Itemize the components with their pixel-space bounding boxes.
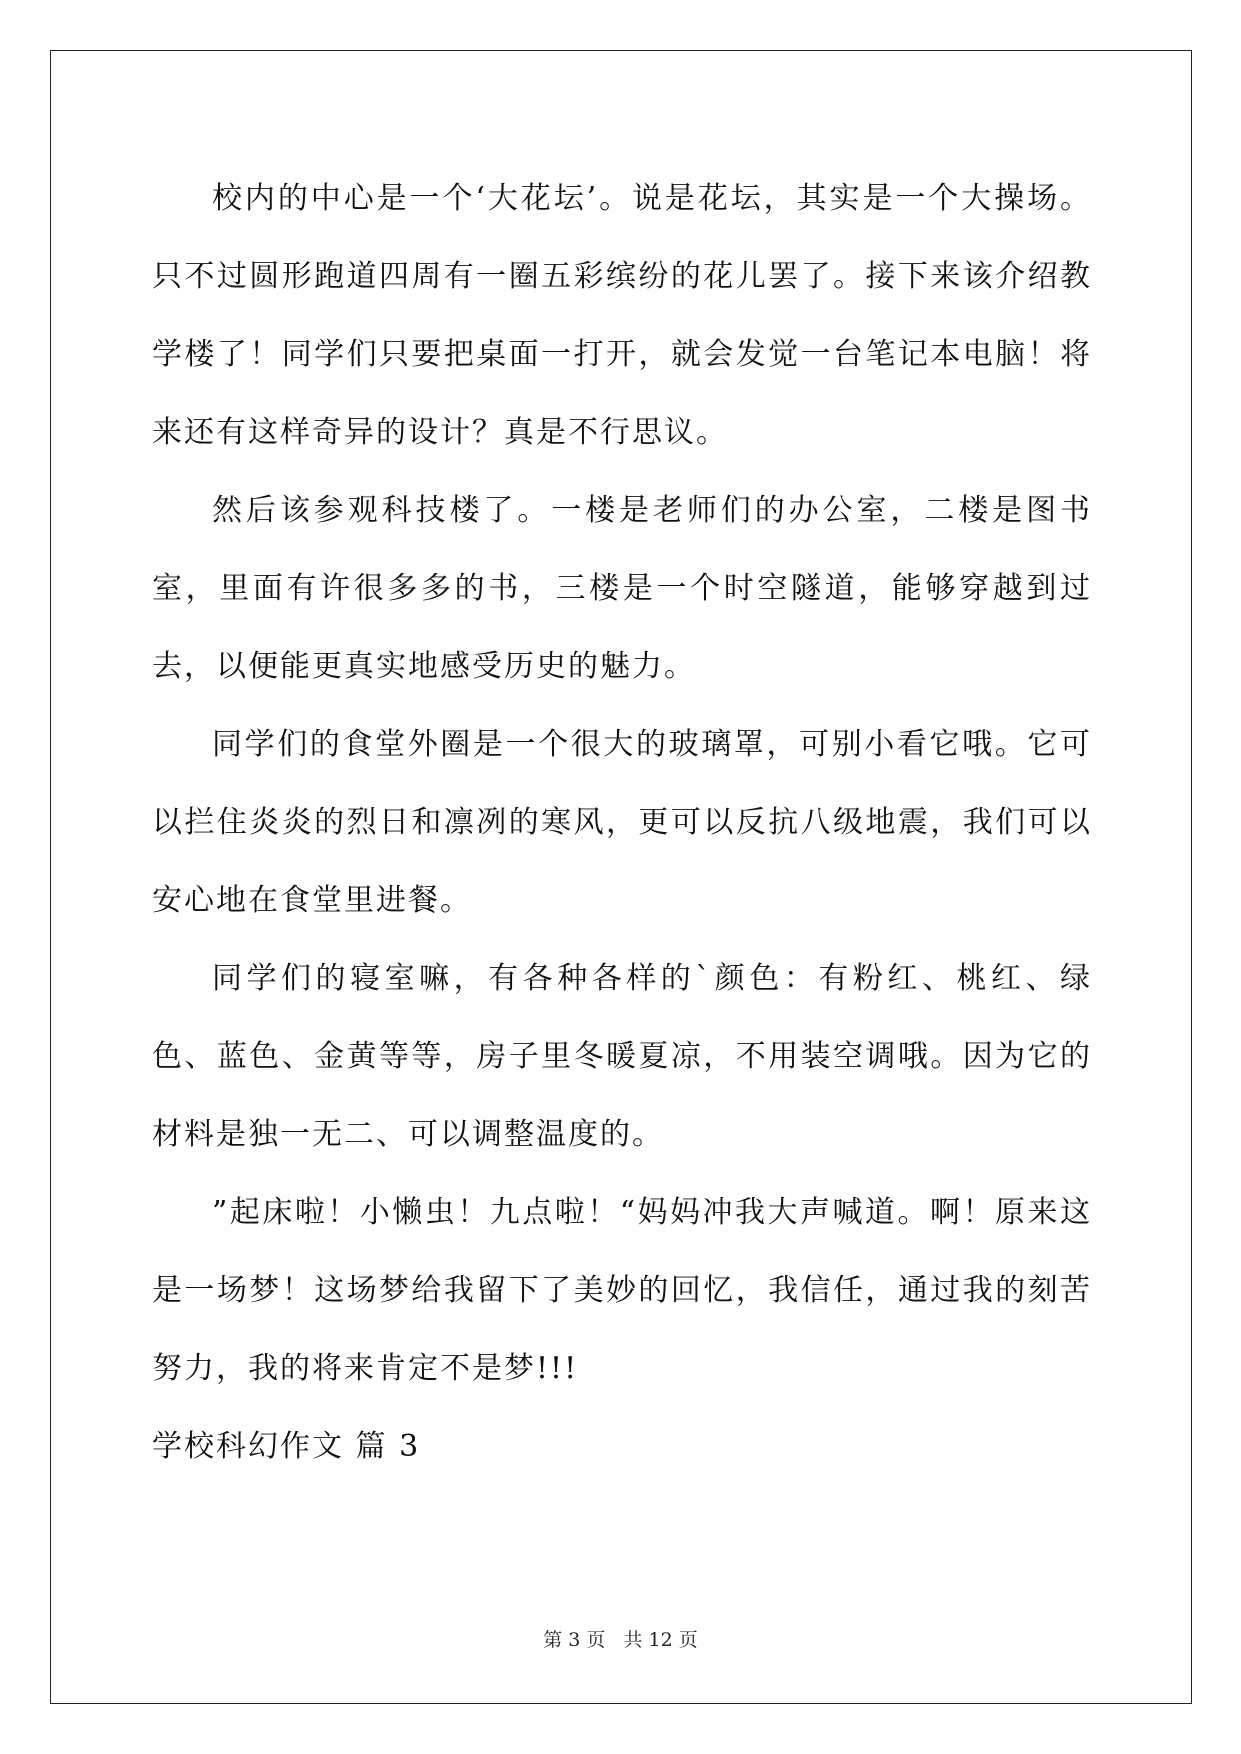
page-footer: [0, 1625, 1241, 1652]
page-number: 第 3 页: [543, 1629, 606, 1651]
page-total: 共 12 页: [623, 1629, 698, 1651]
paragraph: 同学们的寝室嘛，有各种各样的`颜色：有粉红、桃红、绿色、蓝色、金黄等等，房子里冬暖夏凉，不用装空调哦。因为它的材料是独一无二、可以调整温度的。: [152, 961, 1092, 1152]
paragraph: 同学们的食堂外圈是一个很大的玻璃罩，可别小看它哦。它可以拦住炎炎的烈日和凛冽的寒风，更可以反抗八级地震，我们可以安心地在食堂里进餐。: [152, 727, 1092, 918]
paragraph: ”起床啦！小懒虫！九点啦！“妈妈冲我大声喊道。啊！原来这是一场梦！这场梦给我留下了美妙的回忆，我信任，通过我的刻苦努力，我的将来肯定不是梦!!!: [152, 1195, 1092, 1386]
paragraph: 然后该参观科技楼了。一楼是老师们的办公室，二楼是图书室，里面有许很多多的书，三楼是一个时空隧道，能够穿越到过去，以便能更真实地感受历史的魅力。: [152, 493, 1092, 684]
section-heading: 学校科幻作文 篇 3: [152, 1429, 421, 1464]
paragraph: 校内的中心是一个‘大花坛’。说是花坛，其实是一个大操场。只不过圆形跑道四周有一圈五彩缤纷的花儿罢了。接下来该介绍教学楼了！同学们只要把桌面一打开，就会发觉一台笔记本电脑！将来还有这样奇异的设计？真是不行思议。: [152, 181, 1092, 450]
document-body: [152, 160, 1092, 1486]
